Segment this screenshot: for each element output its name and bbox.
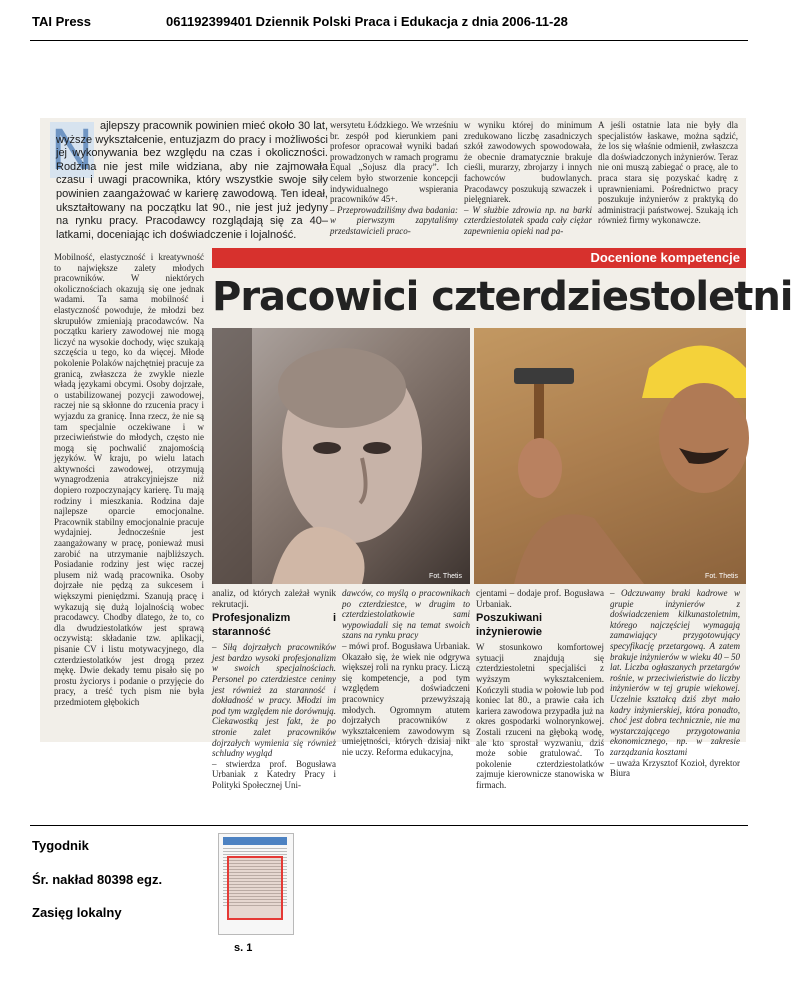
quote-block: dawców, co myślą o pracownikach po czterdziestce, w drugim to czterdziestolatkowie sami wypowiadali się na temat swoich szans na rynku pracy [342, 588, 470, 641]
portrait-illustration [212, 328, 470, 584]
text-block: W stosunkowo komfortowej sytuacji znajdują się czterdziestoletni specjaliści z wyższym wykształceniem. Kończyli studia w połowie lub pod koniec lat 80., a prawie cała ich kariera zawodowa przypadła już na okres gospodarki wolnorynkowej. Zostali rzuceni na głęboką wodę, ale kto sprostał wyzwaniu, dziś może sobie gratulować. To pokolenie czterdziestolatków zajmuje kierownicze stanowiska w firmach. [476, 642, 604, 790]
document-title: 061192399401 Dziennik Polski Praca i Edukacja z dnia 2006-11-28 [166, 14, 568, 29]
text-block: analiz, od których zależał wynik rekrutacji. [212, 588, 336, 609]
text-block: – mówi prof. Bogusława Urbaniak. Okazało się, że wiek nie odgrywa większej roli na rynku pracy. Liczą się kompetencje, a pod tym względem doświadczeni pracownicy przewyższają młodych. Ogromnym atutem dojrzałych pracowników z wykształceniem zawodowym są umiejętności, których dzisiaj nikt nie uczy. Reforma edukacyjna, [342, 640, 470, 757]
section-banner [212, 248, 746, 268]
source-label: TAI Press [32, 14, 92, 29]
headline: Pracowici czterdziestoletni [212, 274, 793, 320]
quote-block: – W służbie zdrowia np. na barki czterdziestolatek spada cały ciężar zapewnienia opieki nad pa- [464, 204, 592, 236]
top-column-4 [598, 120, 738, 246]
subheading: Profesjonalizm i staranność [212, 612, 336, 639]
subheading: Poszukiwani inżynierowie [476, 612, 543, 639]
thumbnail-masthead [223, 837, 287, 845]
article-lead: ajlepszy pracownik powinien mieć około 30 lat, wyższe wykształcenie, entuzjazm do pracy i możliwości jej wykonywania bez względu na czas i okoliczności. Rodzina nie jest mile widziana, aby nie zajmowała czasu i uwagi pracownika, który wszystkie swoje siły powinien zaangażować w karierę zawodową. Ten ideał, ukształtowany na początku lat 90., nie jest już jedyny na rynku pracy. Pracodawcy rozglądają się za 40–latkami, doceniając ich doświadczenie i lojalność. [56, 120, 328, 241]
drop-cap: N [51, 117, 93, 182]
text-block: Mobilność, elastyczność i kreatywność to największe zalety młodych pracowników. W niektórych okolicznościach okazują się one jednak wadami. Ta sama mobilność i elastyczność powoduje, że młodzi bez skrupułów zmieniają pracodawców. Na początku kariery zawodowej nie mogą liczyć na wysokie dochody, więc szukają szczęścia u tego, ko da więcej. Młode pokolenie Polaków najchętniej pracuje za granicą, zwłaszcza że zwykle niezle władą językami obcymi. Osoby dojrzałe, o ustabilizowanej pozycji zawodowej, raczej nie są skłonne do rzucenia pracy i wyjazdu za granicę. Inna rzecz, że nie są tam specjalnie oczekiwane i w przeciwieństwie do młodych, często nie mogą się pochwalić znajomością języków. W kraju, po wielu latach aktywności zawodowej, otrzymują wynagrodzenia atrakcyjniejsze niż dopiero rozpoczynający karierę. Tu mają rodziny i mieszkania. Rodzina daje najlepsze oparcie emocjonalne. Pracownik stabilny emocjonalnie pracuje wydajniej. Jednocześnie jest zaangażowany w pracę, ponieważ musi zarobić na utrzymanie najbliższych. Posiadanie rodziny jest więc raczej plusem niż wadą pracownika. Osoby dojrzałe nie pędzą za sukcesem i większymi pieniędzmi. Szanują pracę i wykazują się dużą lojalnością wobec pracodawcy. Chodby dlatego, że to, co dla dwudziestolatków jest sprawą oczywistą: składanie tzw. aplikacji, pisanie CV i listu motywacyjnego, dla czterdziestolatków jest drogą przez mękę. Dwie dekady temu pisało się po prostu życiorys i podanie o przyjęcie do pracy, a treść tych pism nie była przedmiotem głębokich [54, 252, 204, 707]
text-block: – uważa Krzysztof Kozioł, dyrektor Biura [610, 757, 740, 779]
thumbnail-article-highlight [227, 856, 283, 920]
banner-label: Docenione kompetencje [590, 250, 740, 265]
bottom-column-4 [610, 588, 740, 779]
circulation: Śr. nakład 80398 egz. [32, 872, 163, 887]
header-divider [30, 40, 748, 41]
photo-thinking-man [212, 328, 470, 584]
photo-credit: Fot. Thetis [705, 573, 738, 580]
page-thumbnail[interactable] [218, 833, 294, 935]
bottom-column-1 [212, 588, 336, 790]
quote-block: – Siłą dojrzałych pracowników jest bardzo wysoki profesjonalizm w swoich specjalnościach. Personel po czterdziestce cenimy jest również za staranność i dokładność w pracy. Młodzi im pod tym względem nie dorównują. Ciekawostką jest fakt, że po stronie zalet pracowników dojrzałych wymienia się również schludny wygląd [212, 642, 336, 759]
quote-block: – Przeprowadziliśmy dwa badania: w pierwszym zapytaliśmy przedstawicieli praco- [330, 204, 458, 236]
photo-construction-worker [474, 328, 746, 584]
footer-divider [30, 825, 748, 826]
text-block: w wyniku której do minimum zredukowano liczbę zasadniczych szkół zawodowych spowodowała, że obecnie dramatycznie brakuje cieśli, murarzy, zbrojarzy i innych fachowców budowlanych. Pracodawcy poszukują szwaczek i pielęgniarek. [464, 120, 592, 205]
left-column [54, 252, 204, 740]
top-column-2 [330, 120, 458, 246]
text-block: – stwierdza prof. Bogusława Urbaniak z Katedry Pracy i Polityki Społecznej Uni- [212, 758, 336, 790]
page-number: s. 1 [234, 942, 253, 954]
distribution-range: Zasięg lokalny [32, 905, 122, 920]
quote-block: – Odczuwamy braki kadrowe w grupie inżynierów z doświadczeniem kilkunastoletnim, którego najczęściej wymagają zamawiający przygotowujący specyfikację przetargową. A zatem brakuje inżynierów w wieku 40 – 50 lat. Liczba ogłaszanych przetargów rośnie, w przeciwieństwie do liczby inżynierów w tej grupie wiekowej. Uczelnie kształcą dziś zbyt mało kadry inżynierskiej, która ponadto, choć jest dobra technicznie, nie ma wystarczającego przygotowania ekonomicznego, np. w zakresie zarządzania kosztami [610, 588, 740, 757]
top-column-3 [464, 120, 592, 246]
publication-type: Tygodnik [32, 838, 89, 853]
text-block: wersytetu Łódzkiego. We wrześniu br. zespół pod kierunkiem pani profesor opracował wyniki badań prowadzonych w ramach programu Equal „Sojusz dla pracy”. Ich celem było stworzenie koncepcji indywidualnego wspierania pracowników 45+. [330, 120, 458, 205]
photo-credit: Fot. Thetis [429, 573, 462, 580]
bottom-column-2 [342, 588, 470, 757]
text-block: cjentami – dodaje prof. Bogusława Urbaniak. [476, 588, 604, 609]
text-block: A jeśli ostatnie lata nie były dla specjalistów łaskawe, można sądzić, że los się właśnie odmienił, zwłaszcza dla doświadczonych inżynierów. Teraz nie oni muszą zabiegać o pracę, ale to praca stara się pozyskać kadrę z uprawnieniami. Pośrednictwo pracy poszukuje inżynierów z praktyką do administracji państwowej. Szukają ich również firmy wykonawcze. [598, 120, 738, 226]
bottom-column-3 [476, 588, 604, 790]
worker-illustration [474, 328, 746, 584]
article-clipping [40, 117, 793, 790]
